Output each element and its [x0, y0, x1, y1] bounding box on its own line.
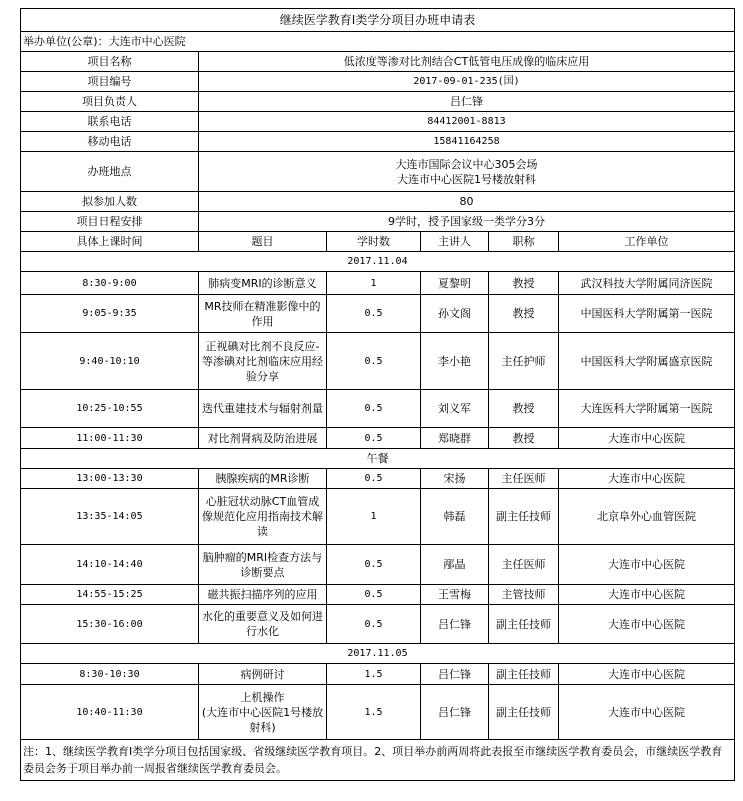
cell-hours: 0.5 — [327, 469, 421, 489]
cell-topic: 迭代重建技术与辐射剂量 — [199, 390, 327, 428]
cell-unit: 大连市中心医院 — [559, 545, 735, 585]
info-row-schedule — [21, 212, 735, 232]
cell-time: 15:30-16:00 — [21, 605, 199, 644]
cell-hours: 0.5 — [327, 545, 421, 585]
cell-title: 副主任技师 — [489, 605, 559, 644]
table-row — [21, 685, 735, 740]
cell-title: 教授 — [489, 428, 559, 449]
cell-speaker: 吕仁锋 — [421, 605, 489, 644]
organizer-line: 举办单位(公章)：大连市中心医院 — [21, 32, 735, 52]
table-row — [21, 664, 735, 685]
cell-title: 主任医师 — [489, 545, 559, 585]
table-row — [21, 605, 735, 644]
cell-title: 主管技师 — [489, 585, 559, 605]
info-row-participants — [21, 192, 735, 212]
cell-topic: 正视碘对比剂不良反应-等渗碘对比剂临床应用经验分享 — [199, 333, 327, 390]
cell-hours: 0.5 — [327, 605, 421, 644]
cell-topic: MR技师在精准影像中的作用 — [199, 295, 327, 333]
table-row — [21, 428, 735, 449]
cell-time: 14:10-14:40 — [21, 545, 199, 585]
cell-speaker: 宋扬 — [421, 469, 489, 489]
cell-time: 10:40-11:30 — [21, 685, 199, 740]
lunch-divider: 午餐 — [21, 449, 735, 469]
info-row-project-name — [21, 52, 735, 72]
cell-hours: 1.5 — [327, 664, 421, 685]
cell-hours: 0.5 — [327, 585, 421, 605]
cell-topic — [199, 685, 327, 740]
info-row-leader — [21, 92, 735, 112]
cell-speaker: 孙文阁 — [421, 295, 489, 333]
cell-speaker: 王雪梅 — [421, 585, 489, 605]
cell-topic: 脑肿瘤的MRI检查方法与诊断要点 — [199, 545, 327, 585]
cell-title: 主任医师 — [489, 469, 559, 489]
cell-speaker: 夏黎明 — [421, 272, 489, 295]
cell-title: 教授 — [489, 272, 559, 295]
table-row — [21, 585, 735, 605]
cell-speaker: 韩磊 — [421, 489, 489, 545]
cell-speaker: 李小艳 — [421, 333, 489, 390]
info-label: 联系电话 — [21, 112, 199, 132]
cell-topic: 磁共振扫描序列的应用 — [199, 585, 327, 605]
cell-time: 14:55-15:25 — [21, 585, 199, 605]
cell-unit: 大连市中心医院 — [559, 685, 735, 740]
cell-unit: 大连市中心医院 — [559, 585, 735, 605]
venue-line-2: 大连市中心医院1号楼放射科 — [397, 172, 536, 186]
info-row-venue — [21, 152, 735, 192]
cell-title: 教授 — [489, 295, 559, 333]
cell-speaker: 吕仁锋 — [421, 685, 489, 740]
cell-unit: 大连医科大学附属第一医院 — [559, 390, 735, 428]
info-label: 移动电话 — [21, 132, 199, 152]
cell-speaker: 郑晓群 — [421, 428, 489, 449]
cell-hours: 0.5 — [327, 390, 421, 428]
info-value: 80 — [199, 192, 735, 212]
table-row — [21, 489, 735, 545]
cell-unit: 大连市中心医院 — [559, 605, 735, 644]
cell-time: 13:35-14:05 — [21, 489, 199, 545]
cell-hours: 1.5 — [327, 685, 421, 740]
cell-topic: 对比剂肾病及防治进展 — [199, 428, 327, 449]
cell-topic: 肺病变MRI的诊断意义 — [199, 272, 327, 295]
info-row-mobile — [21, 132, 735, 152]
info-value: 9学时，授予国家级一类学分3分 — [199, 212, 735, 232]
info-value — [199, 152, 735, 192]
info-value: 15841164258 — [199, 132, 735, 152]
cell-unit: 大连市中心医院 — [559, 469, 735, 489]
cell-unit: 北京阜外心血管医院 — [559, 489, 735, 545]
header-hours: 学时数 — [327, 232, 421, 252]
header-title: 职称 — [489, 232, 559, 252]
day-divider: 2017.11.05 — [21, 644, 735, 664]
cell-hours: 0.5 — [327, 333, 421, 390]
cell-title: 主任护师 — [489, 333, 559, 390]
header-time: 具体上课时间 — [21, 232, 199, 252]
header-topic: 题目 — [199, 232, 327, 252]
cell-unit: 中国医科大学附属第一医院 — [559, 295, 735, 333]
table-row — [21, 333, 735, 390]
info-value: 吕仁锋 — [199, 92, 735, 112]
cell-speaker: 吕仁锋 — [421, 664, 489, 685]
cell-hours: 0.5 — [327, 428, 421, 449]
cell-topic: 水化的重要意义及如何进行水化 — [199, 605, 327, 644]
table-row — [21, 295, 735, 333]
cell-speaker: 刘义军 — [421, 390, 489, 428]
day-divider: 2017.11.04 — [21, 252, 735, 272]
cell-time: 9:05-9:35 — [21, 295, 199, 333]
cell-topic: 心脏冠状动脉CT血管成像规范化应用指南技术解读 — [199, 489, 327, 545]
cell-unit: 武汉科技大学附属同济医院 — [559, 272, 735, 295]
info-label: 项目日程安排 — [21, 212, 199, 232]
cell-hours: 1 — [327, 489, 421, 545]
table-row — [21, 272, 735, 295]
info-label: 项目负责人 — [21, 92, 199, 112]
info-value: 2017-09-01-235(国) — [199, 72, 735, 92]
cell-title: 副主任技师 — [489, 489, 559, 545]
topic-line-1: 上机操作 — [240, 690, 285, 704]
table-row — [21, 545, 735, 585]
table-row — [21, 390, 735, 428]
info-label: 项目编号 — [21, 72, 199, 92]
application-form-table — [20, 8, 735, 781]
info-value: 84412001-8813 — [199, 112, 735, 132]
info-value: 低浓度等渗对比剂结合CT低管电压成像的临床应用 — [199, 52, 735, 72]
cell-hours: 1 — [327, 272, 421, 295]
cell-title: 教授 — [489, 390, 559, 428]
info-label: 拟参加人数 — [21, 192, 199, 212]
cell-time: 10:25-10:55 — [21, 390, 199, 428]
cell-speaker: 邴晶 — [421, 545, 489, 585]
cell-topic: 胰腺疾病的MR诊断 — [199, 469, 327, 489]
header-speaker: 主讲人 — [421, 232, 489, 252]
cell-title: 副主任技师 — [489, 664, 559, 685]
cell-hours: 0.5 — [327, 295, 421, 333]
info-label: 项目名称 — [21, 52, 199, 72]
footnote: 注：1、继续医学教育Ⅰ类学分项目包括国家级、省级继续医学教育项目。2、项目举办前两周将此表报至市继续医学教育委员会，市继续医学教育委员会务于项目举办前一周报省继续医学教育委员会。 — [21, 740, 735, 781]
cell-topic: 病例研讨 — [199, 664, 327, 685]
info-row-project-number — [21, 72, 735, 92]
table-row — [21, 469, 735, 489]
schedule-header-row — [21, 232, 735, 252]
form-title: 继续医学教育I类学分项目办班申请表 — [21, 9, 735, 32]
cell-time: 11:00-11:30 — [21, 428, 199, 449]
cell-time: 9:40-10:10 — [21, 333, 199, 390]
topic-line-2: (大连市中心医院1号楼放射科) — [201, 705, 324, 734]
cell-unit: 大连市中心医院 — [559, 664, 735, 685]
venue-line-1: 大连市国际会议中心305会场 — [395, 157, 538, 171]
info-row-phone — [21, 112, 735, 132]
cell-time: 8:30-9:00 — [21, 272, 199, 295]
cell-time: 8:30-10:30 — [21, 664, 199, 685]
cell-unit: 中国医科大学附属盛京医院 — [559, 333, 735, 390]
header-unit: 工作单位 — [559, 232, 735, 252]
info-label: 办班地点 — [21, 152, 199, 192]
cell-title: 副主任技师 — [489, 685, 559, 740]
cell-unit: 大连市中心医院 — [559, 428, 735, 449]
cell-time: 13:00-13:30 — [21, 469, 199, 489]
